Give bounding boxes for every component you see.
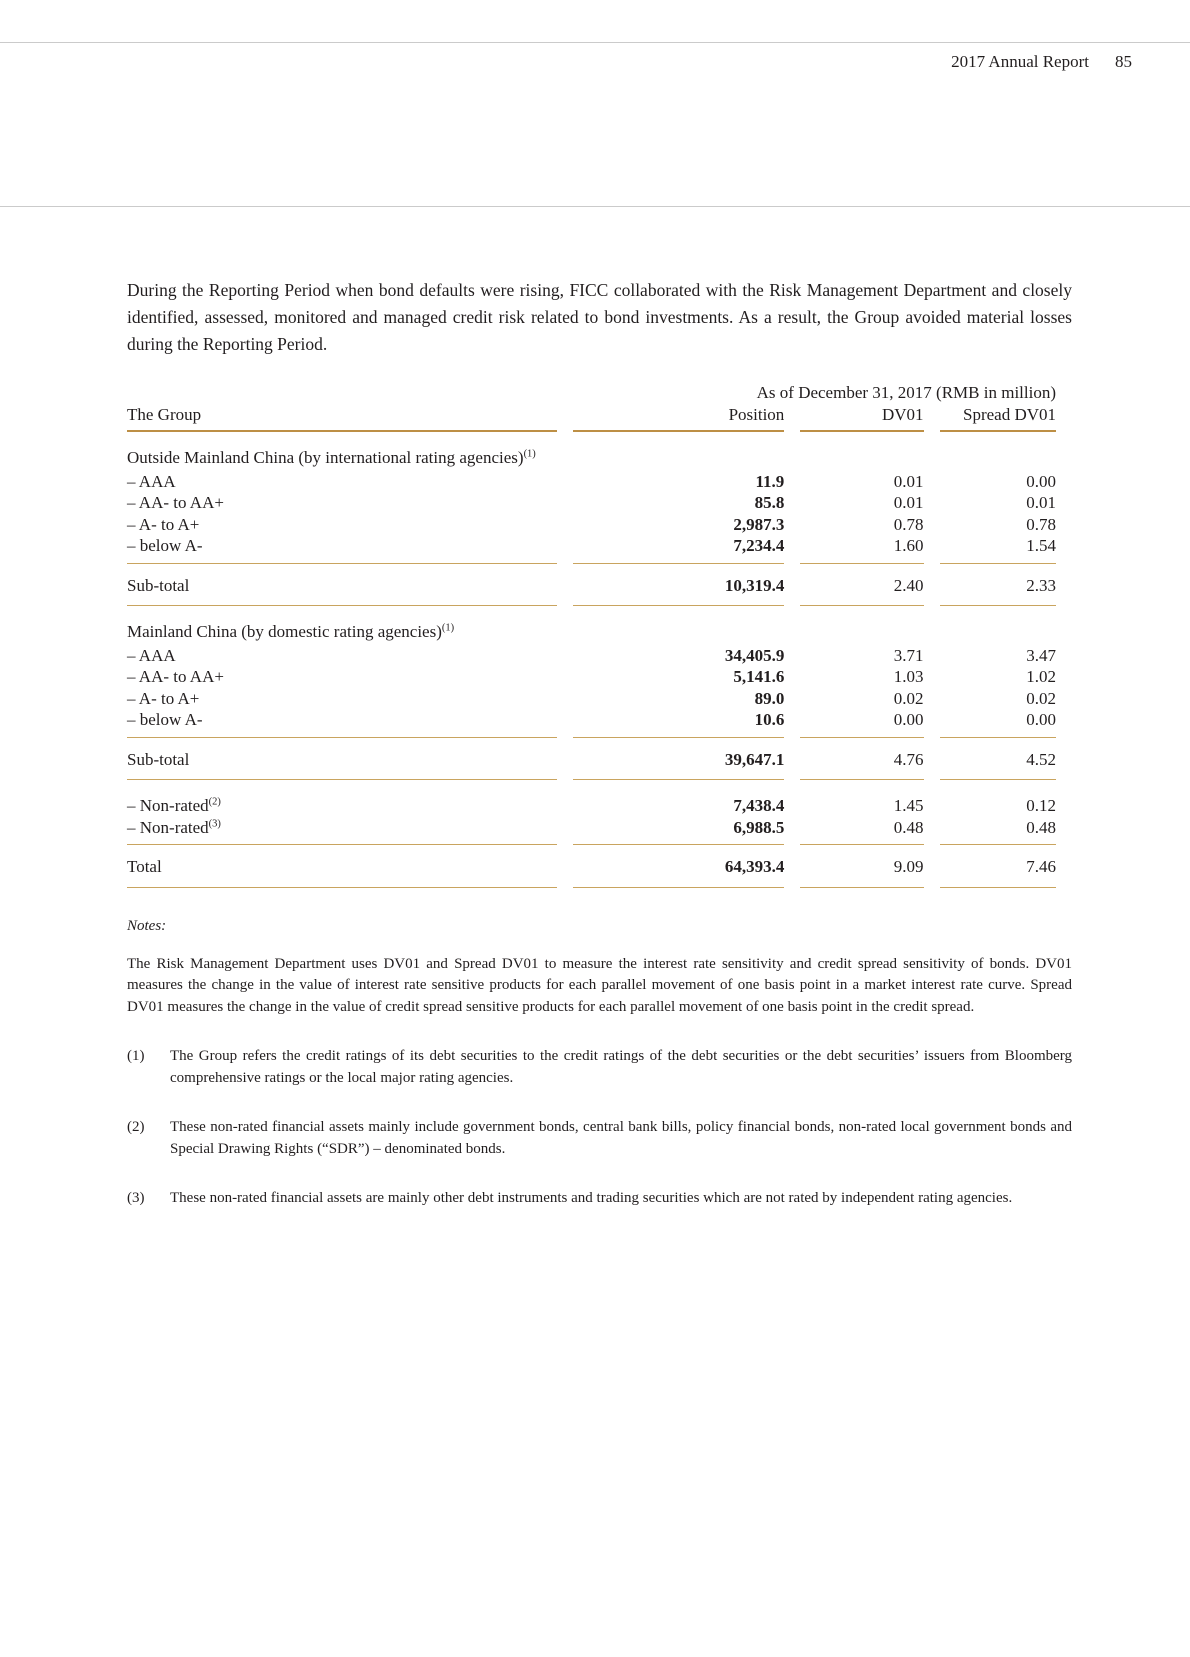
note-ref-2: (2)	[208, 796, 221, 808]
note-number: (1)	[127, 1048, 145, 1064]
spread-dv01-value: 0.01	[1026, 493, 1056, 512]
row-label: – Non-rated$^{(2)}$	[127, 796, 221, 815]
note-text: These non-rated financial assets are mainly other debt instruments and trading securities which are not rated by independent rating agencies.	[170, 1190, 1013, 1206]
spread-dv01-value: 1.02	[1026, 667, 1056, 686]
page-header	[0, 43, 1190, 72]
page-number: 85	[1115, 52, 1132, 71]
total-row	[127, 845, 1056, 888]
position-value: 7,234.4	[573, 535, 785, 564]
page-content	[0, 277, 1190, 1210]
row-label: – below A-	[127, 535, 557, 564]
row-label: – AA- to AA+	[127, 667, 224, 686]
row-label: – AA- to AA+	[127, 493, 224, 512]
notes-heading: Notes:	[127, 917, 167, 934]
table-row	[127, 471, 1056, 493]
position-value: 34,405.9	[724, 645, 785, 665]
row-label: Sub-total	[127, 738, 557, 781]
spread-dv01-value: 3.47	[1026, 645, 1056, 665]
note-ref-1: (1)	[441, 622, 455, 634]
spread-dv01-value: 0.12	[1026, 796, 1056, 815]
spread-dv01-value: 0.78	[1026, 514, 1056, 534]
header-divider	[0, 206, 1190, 207]
spread-dv01-value: 2.33	[940, 564, 1057, 607]
row-label: – below A-	[127, 709, 557, 738]
position-value: 39,647.1	[573, 738, 785, 781]
dv01-value: 0.01	[893, 471, 924, 491]
position-value: 64,393.4	[573, 845, 785, 888]
position-value: 10.6	[573, 709, 785, 738]
note-ref-1: (1)	[523, 448, 536, 460]
table-row	[127, 535, 1056, 564]
position-value: 2,987.3	[733, 514, 785, 534]
table-row	[127, 709, 1056, 738]
spread-dv01-value: 7.46	[940, 845, 1057, 888]
subtotal-row-mainland	[127, 738, 1056, 781]
dv01-value: 1.03	[893, 667, 924, 686]
note-number: (3)	[127, 1190, 145, 1206]
row-label: Sub-total	[127, 564, 557, 607]
row-label: Total	[127, 845, 557, 888]
spread-dv01-value: 1.54	[940, 535, 1057, 564]
position-value: 11.9	[755, 471, 785, 491]
position-value: 6,988.5	[573, 817, 785, 846]
table-row-non-rated-3	[127, 817, 1056, 846]
dv01-value: 1.45	[893, 796, 924, 815]
dv01-value: 0.01	[893, 493, 924, 512]
report-title: 2017 Annual Report	[951, 52, 1089, 71]
note-text: The Group refers the credit ratings of its debt securities to the credit ratings of the debt securities or the debt securities’ issuers from Bloomberg comprehensive ratings or the local major rating agencies.	[170, 1048, 1072, 1086]
row-label: – A- to A+	[127, 688, 200, 708]
table-column-header-row	[127, 404, 1056, 433]
dv01-value: 0.48	[800, 817, 923, 846]
position-value: 5,141.6	[733, 667, 785, 686]
table-row	[127, 645, 1056, 667]
note-ref-3: (3)	[208, 817, 221, 829]
dv01-value: 3.71	[893, 645, 924, 665]
column-header-group: The Group	[127, 404, 557, 433]
intro-paragraph: During the Reporting Period when bond defaults were rising, FICC collaborated with the Risk Management Department and closely identified, assessed, monitored and managed credit risk related to bond investments. As a result, the Group avoided material losses during the Reporting Period.	[127, 280, 1072, 354]
notes-intro-paragraph: The Risk Management Department uses DV01 and Spread DV01 to measure the interest rate sensitivity and credit spread sensitivity of bonds. DV01 measures the change in the value of interest rate sensitive products for each parallel movement of one basis point in a market interest rate curve. Spread DV01 measures the change in the value of credit spread sensitive products for each parallel movement of one basis point in the credit spread.	[127, 955, 1072, 1015]
column-header-position: Position	[573, 404, 785, 433]
column-header-dv01: DV01	[800, 404, 923, 433]
table-row	[127, 666, 1056, 688]
dv01-value: 9.09	[800, 845, 923, 888]
position-value: 89.0	[754, 688, 785, 708]
table-row	[127, 514, 1056, 536]
spread-dv01-value: 0.48	[940, 817, 1057, 846]
note-text: These non-rated financial assets mainly include government bonds, central bank bills, policy financial bonds, non-rated local government bonds and Special Drawing Rights (“SDR”) – denominated bonds.	[170, 1119, 1072, 1157]
table-row-non-rated-2	[127, 780, 1056, 817]
position-value: 85.8	[754, 493, 785, 512]
table-row	[127, 688, 1056, 710]
column-header-spread-dv01: Spread DV01	[940, 404, 1057, 433]
row-label: – Non-rated$^{(3)}$	[127, 817, 557, 846]
spread-dv01-value: 0.02	[1026, 688, 1056, 708]
section-heading-mainland: Mainland China (by domestic rating agencies)$^{(1)}$	[127, 622, 455, 641]
dv01-value: 1.60	[800, 535, 923, 564]
spread-dv01-value: 0.00	[940, 709, 1057, 738]
note-item-2	[127, 1117, 1072, 1160]
subtotal-row-outside-mainland	[127, 564, 1056, 607]
section-heading-outside-mainland: Outside Mainland China (by international rating agencies)$^{(1)}$	[127, 448, 536, 467]
table-span-header-row	[127, 382, 1056, 404]
row-label: – AAA	[127, 471, 176, 491]
note-item-1	[127, 1046, 1072, 1089]
row-label: – A- to A+	[127, 514, 200, 534]
position-value: 10,319.4	[573, 564, 785, 607]
dv01-value: 0.02	[893, 688, 924, 708]
dv01-value: 0.78	[893, 514, 924, 534]
dv01-value: 2.40	[800, 564, 923, 607]
note-number: (2)	[127, 1119, 145, 1135]
dv01-value: 4.76	[800, 738, 923, 781]
row-label: – AAA	[127, 645, 176, 665]
position-value: 7,438.4	[733, 796, 785, 815]
credit-risk-table	[111, 382, 1072, 888]
report-page	[0, 42, 1190, 1210]
note-item-3	[127, 1188, 1072, 1210]
dv01-value: 0.00	[800, 709, 923, 738]
table-span-header: As of December 31, 2017 (RMB in million)	[756, 383, 1056, 402]
spread-dv01-value: 4.52	[940, 738, 1057, 781]
table-row	[127, 492, 1056, 514]
spread-dv01-value: 0.00	[1026, 471, 1056, 491]
